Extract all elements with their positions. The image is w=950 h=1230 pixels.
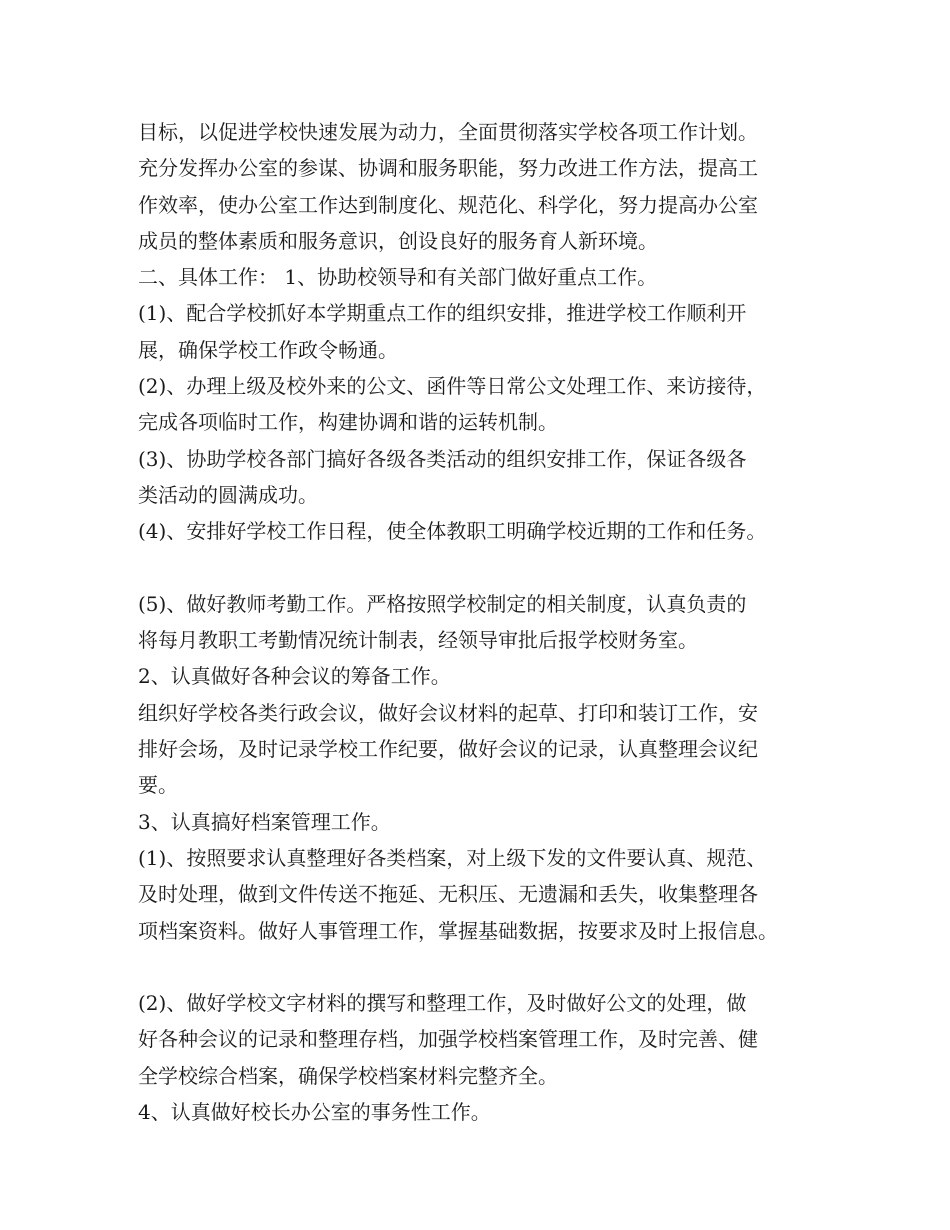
text-line: 充分发挥办公室的参谋、协调和服务职能，努力改进工作方法，提高工 [138,156,758,181]
text-line: 项档案资料。做好人事管理工作，掌握基础数据，按要求及时上报信息。 [138,918,778,943]
document-body [138,114,838,1130]
text-line: 及时处理，做到文件传送不拖延、无积压、无遗漏和丢失，收集整理各 [138,882,758,907]
text-line: (2)、办理上级及校外来的公文、函件等日常公文处理工作、来访接待， [138,374,767,399]
text-line: 组织好学校各类行政会议，做好会议材料的起草、打印和装订工作，安 [138,700,758,725]
section-heading-line: 4、认真做好校长办公室的事务性工作。 [138,1100,491,1125]
section-heading-line: 2、认真做好各种会议的筹备工作。 [138,664,451,689]
text-line: (5)、做好教师考勤工作。严格按照学校制定的相关制度，认真负责的 [138,591,747,616]
text-line: 类活动的圆满成功。 [138,482,318,507]
text-line: 好各种会议的记录和整理存档，加强学校档案管理工作，及时完善、健 [138,1027,758,1052]
blank-line [138,550,838,586]
text-line: 成员的整体素质和服务意识，创设良好的服务育人新环境。 [138,228,658,253]
blank-line [138,949,838,985]
text-line: (3)、协助学校各部门搞好各级各类活动的组织安排工作，保证各级各 [138,446,747,471]
text-line: 排好会场，及时记录学校工作纪要，做好会议的记录，认真整理会议纪 [138,737,758,762]
text-line: (1)、配合学校抓好本学期重点工作的组织安排，推进学校工作顺利开 [138,301,747,326]
text-line: 展，确保学校工作政令畅通。 [138,337,398,362]
section-heading-line: 3、认真搞好档案管理工作。 [138,809,391,834]
text-line: 目标，以促进学校快速发展为动力，全面贯彻落实学校各项工作计划。 [138,120,758,144]
text-line: (4)、安排好学校工作日程，使全体教职工明确学校近期的工作和任务。 [138,519,767,544]
section-heading-line: 二、具体工作： 1、协助校领导和有关部门做好重点工作。 [138,265,658,290]
text-line: 作效率，使办公室工作达到制度化、规范化、科学化，努力提高办公室 [138,192,758,217]
text-line: (1)、按照要求认真整理好各类档案，对上级下发的文件要认真、规范、 [138,845,767,870]
text-line: 要。 [138,773,178,798]
text-line: (2)、做好学校文字材料的撰写和整理工作，及时做好公文的处理，做 [138,991,747,1016]
text-line: 完成各项临时工作，构建协调和谐的运转机制。 [138,410,558,435]
text-line: 全学校综合档案，确保学校档案材料完整齐全。 [138,1063,558,1088]
text-line: 将每月教职工考勤情况统计制表，经领导审批后报学校财务室。 [138,628,698,653]
